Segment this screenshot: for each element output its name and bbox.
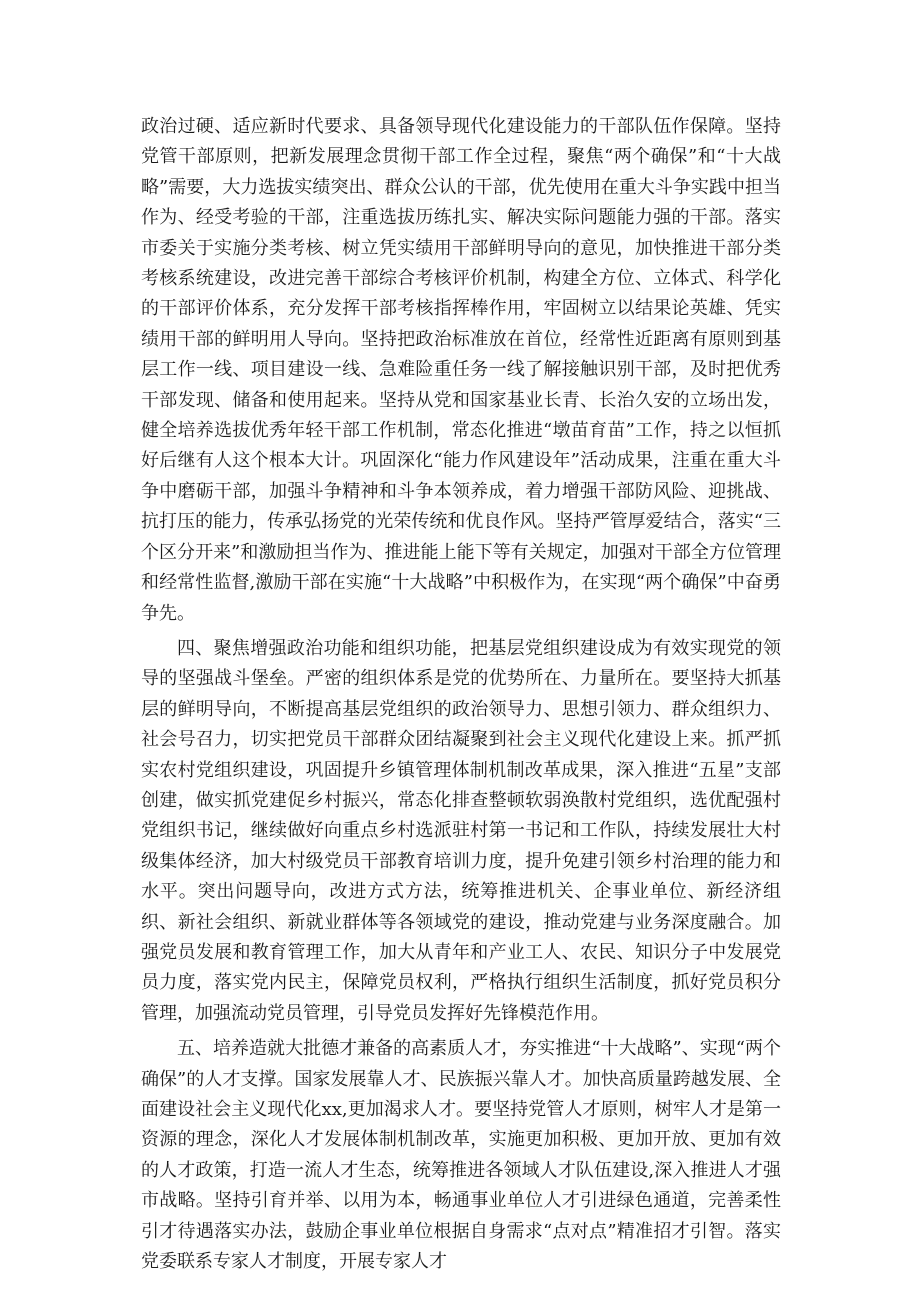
paragraph-section-four: 四、聚焦增强政治功能和组织功能，把基层党组织建设成为有效实现党的领导的坚强战斗堡垒。严密的组织体系是党的优势所在、力量所在。要坚持大抓基层的鲜明导向，不断提高基层党组织的政治领导力、思想引领力、群众组织力、社会号召力，切实把党员干部群众团结凝聚到社会主义现代化建设上来。抓严抓实农村党组织建设，巩固提升乡镇管理体制机制改革成果，深入推进“五星”支部创建，做实抓党建促乡村振兴，常态化排查整顿软弱涣散村党组织，选优配强村党组织书记，继续做好向重点乡村选派驻村第一书记和工作队，持续发展壮大村级集体经济，加大村级党员干部教育培训力度，提升免建引领乡村治理的能力和水平。突出问题导向，改进方式方法，统筹推进机关、企事业单位、新经济组织、新社会组织、新就业群体等各领域党的建设，推动党建与业务深度融合。加强党员发展和教育管理工作，加大从青年和产业工人、农民、知识分子中发展党员力度，落实党内民主，保障党员权利，严格执行组织生活制度，抓好党员积分管理，加强流动党员管理，引导党员发挥好先锋模范作用。 bbox=[141, 637, 781, 1024]
paragraph-section-five: 五、培养造就大批德才兼备的高素质人才，夯实推进“十大战略”、实现“两个确保”的人才支撑。国家发展靠人才、民族振兴靠人才。加快高质量跨越发展、全面建设社会主义现代化xx,更加渴求人才。要坚持党管人才原则，树牢人才是第一资源的理念，深化人才发展体制机制改革，实施更加积极、更加开放、更加有效的人才政策，打造一流人才生态，统筹推进各领域人才队伍建设,深入推进人才强市战略。坚持引育并举、以用为本，畅通事业单位人才引进绿色通道，完善柔性引才待遇落实办法，鼓励企事业单位根据自身需求“点对点”精准招才引智。落实党委联系专家人才制度，开展专家人才 bbox=[141, 1038, 781, 1273]
document-body bbox=[141, 112, 781, 1277]
paragraph-cadre-team: 政治过硬、适应新时代要求、具备领导现代化建设能力的干部队伍作保障。坚持党管干部原则，把新发展理念贯彻干部工作全过程，聚焦“两个确保”和“十大战略”需要，大力选拔实绩突出、群众公认的干部，优先使用在重大斗争实践中担当作为、经受考验的干部，注重选拔历练扎实、解决实际问题能力强的干部。落实市委关于实施分类考核、树立凭实绩用干部鲜明导向的意见，加快推进干部分类考核系统建设，改进完善干部综合考核评价机制，构建全方位、立体式、科学化的干部评价体系，充分发挥干部考核指挥棒作用，牢固树立以结果论英雄、凭实绩用干部的鲜明用人导向。坚持把政治标准放在首位，经常性近距离有原则到基层工作一线、项目建设一线、急难险重任务一线了解接触识别干部，及时把优秀干部发现、储备和使用起来。坚持从党和国家基业长青、长治久安的立场出发，健全培养选拔优秀年轻干部工作机制，常态化推进“墩苗育苗”工作，持之以恒抓好后继有人这个根本大计。巩固深化“能力作风建设年”活动成果，注重在重大斗争中磨砺干部，加强斗争精神和斗争本领养成，着力增强干部防风险、迎挑战、抗打压的能力，传承弘扬党的光荣传统和优良作风。坚持严管厚爱结合，落实“三个区分开来”和激励担当作为、推进能上能下等有关规定，加强对干部全方位管理和经常性监督,激励干部在实施“十大战略”中积极作为，在实现“两个确保”中奋勇争先。 bbox=[141, 116, 781, 624]
